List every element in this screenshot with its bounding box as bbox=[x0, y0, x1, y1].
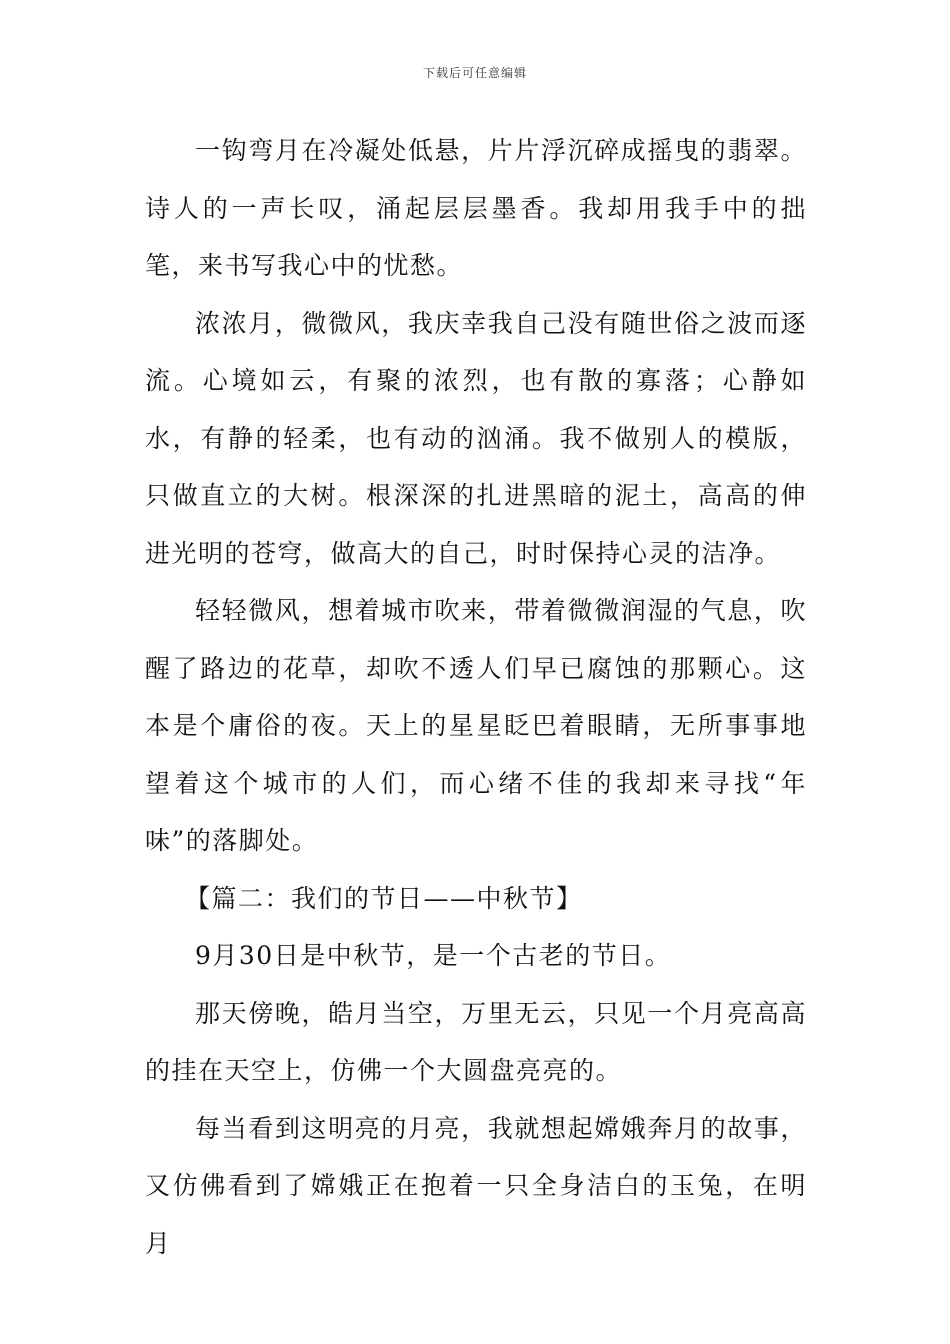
paragraph-moon-poet: 一钩弯月在冷凝处低悬，片片浮沉碎成摇曳的翡翠。诗人的一声长叹，涌起层层墨香。我却用我手中的拙笔，来书写我心中的忧愁。 bbox=[145, 136, 807, 280]
document-body bbox=[145, 122, 807, 1272]
paragraph-change-legend: 每当看到这明亮的月亮，我就想起嫦娥奔月的故事，又仿佛看到了嫦娥正在抱着一只全身洁白的玉兔，在明月 bbox=[145, 1113, 807, 1258]
paragraph-festival-date: 9月30日是中秋节，是一个古老的节日。 bbox=[195, 941, 672, 970]
page-header: 下载后可任意编辑 bbox=[422, 66, 527, 80]
section-title: 【篇二：我们的节日——中秋节】 bbox=[185, 883, 583, 913]
paragraph-moon-wind: 浓浓月，微微风，我庆幸我自己没有随世俗之波而逐流。心境如云，有聚的浓烈，也有散的寡落；心静如水，有静的轻柔，也有动的汹涌。我不做别人的模版，只做直立的大树。根深深的扎进黑暗的泥土，高高的伸进光明的苍穹，做高大的自己，时时保持心灵的洁净。 bbox=[145, 308, 807, 568]
paragraph-breeze-city: 轻轻微风，想着城市吹来，带着微微润湿的气息，吹醒了路边的花草，却吹不透人们早已腐蚀的那颗心。这本是个庸俗的夜。天上的星星眨巴着眼睛，无所事事地望着这个城市的人们，而心绪不佳的我却来寻找“年味”的落脚处。 bbox=[145, 596, 807, 855]
paragraph-evening-moon: 那天傍晚，皓月当空，万里无云，只见一个月亮高高的挂在天空上，仿佛一个大圆盘亮亮的。 bbox=[145, 998, 807, 1085]
